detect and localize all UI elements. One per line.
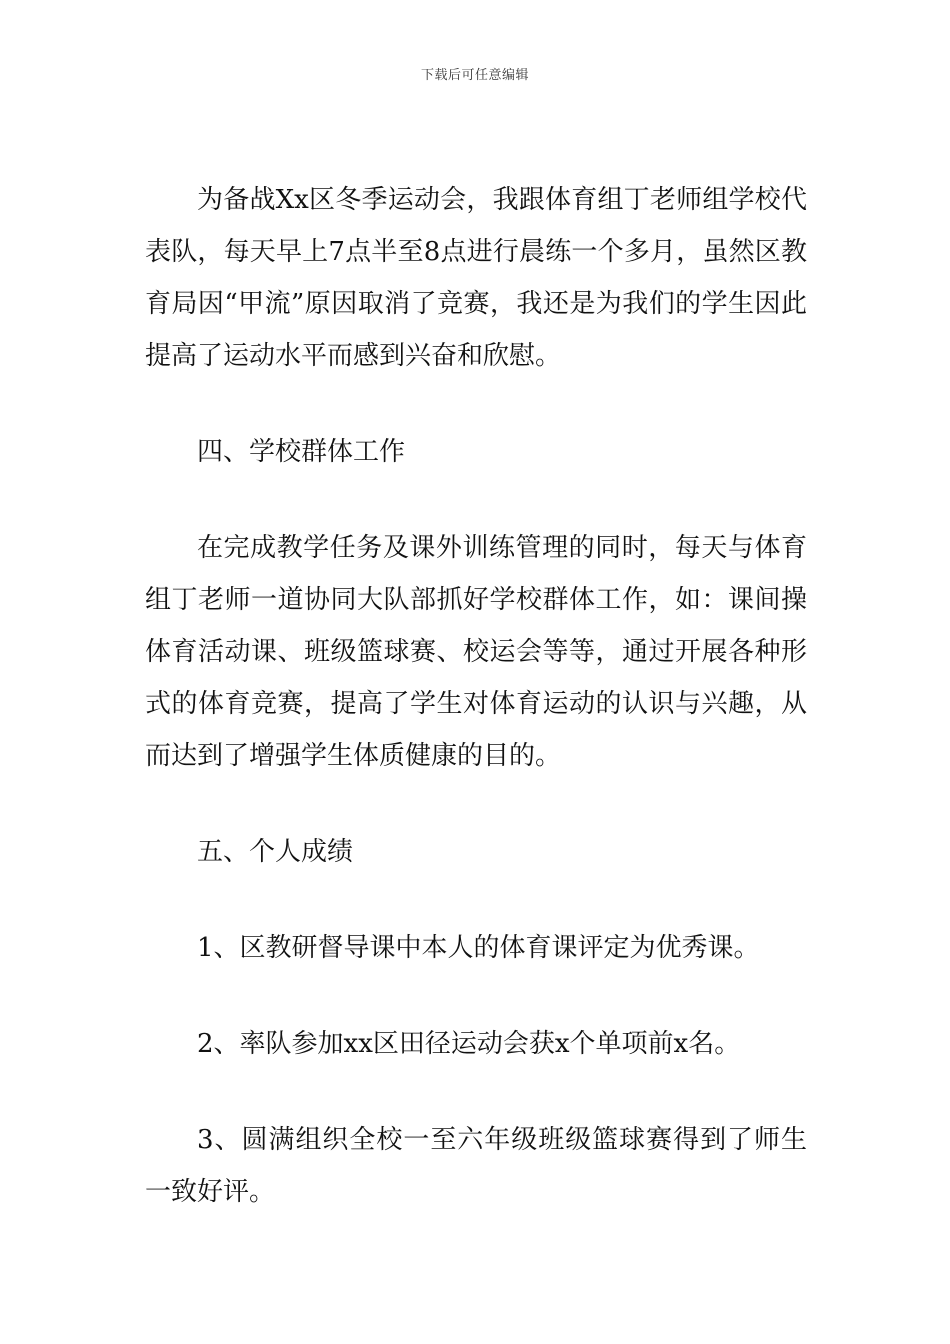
document-body (145, 174, 807, 1218)
achievement-item-3: 3、圆满组织全校一至六年级班级篮球赛得到了师生一致好评。 (145, 1125, 807, 1207)
section-heading-achievements: 五、个人成绩 (197, 837, 354, 867)
paragraph-training: 为备战Xx区冬季运动会，我跟体育组丁老师组学校代表队，每天早上7点半至8点进行晨练一个多月，虽然区教育局因“甲流”原因取消了竞赛，我还是为我们的学生因此提高了运动水平而感到兴奋和欣慰。 (145, 185, 807, 371)
achievement-item-2: 2、率队参加xx区田径运动会获x个单项前x名。 (197, 1029, 741, 1059)
page-header: 下载后可任意编辑 (420, 68, 529, 83)
paragraph-group-work: 在完成教学任务及课外训练管理的同时，每天与体育组丁老师一道协同大队部抓好学校群体工作，如：课间操体育活动课、班级篮球赛、校运会等等，通过开展各种形式的体育竞赛，提高了学生对体育运动的认识与兴趣，从而达到了增强学生体质健康的目的。 (145, 533, 807, 771)
achievement-item-1: 1、区教研督导课中本人的体育课评定为优秀课。 (197, 933, 760, 963)
section-heading-group-work: 四、学校群体工作 (197, 437, 406, 467)
